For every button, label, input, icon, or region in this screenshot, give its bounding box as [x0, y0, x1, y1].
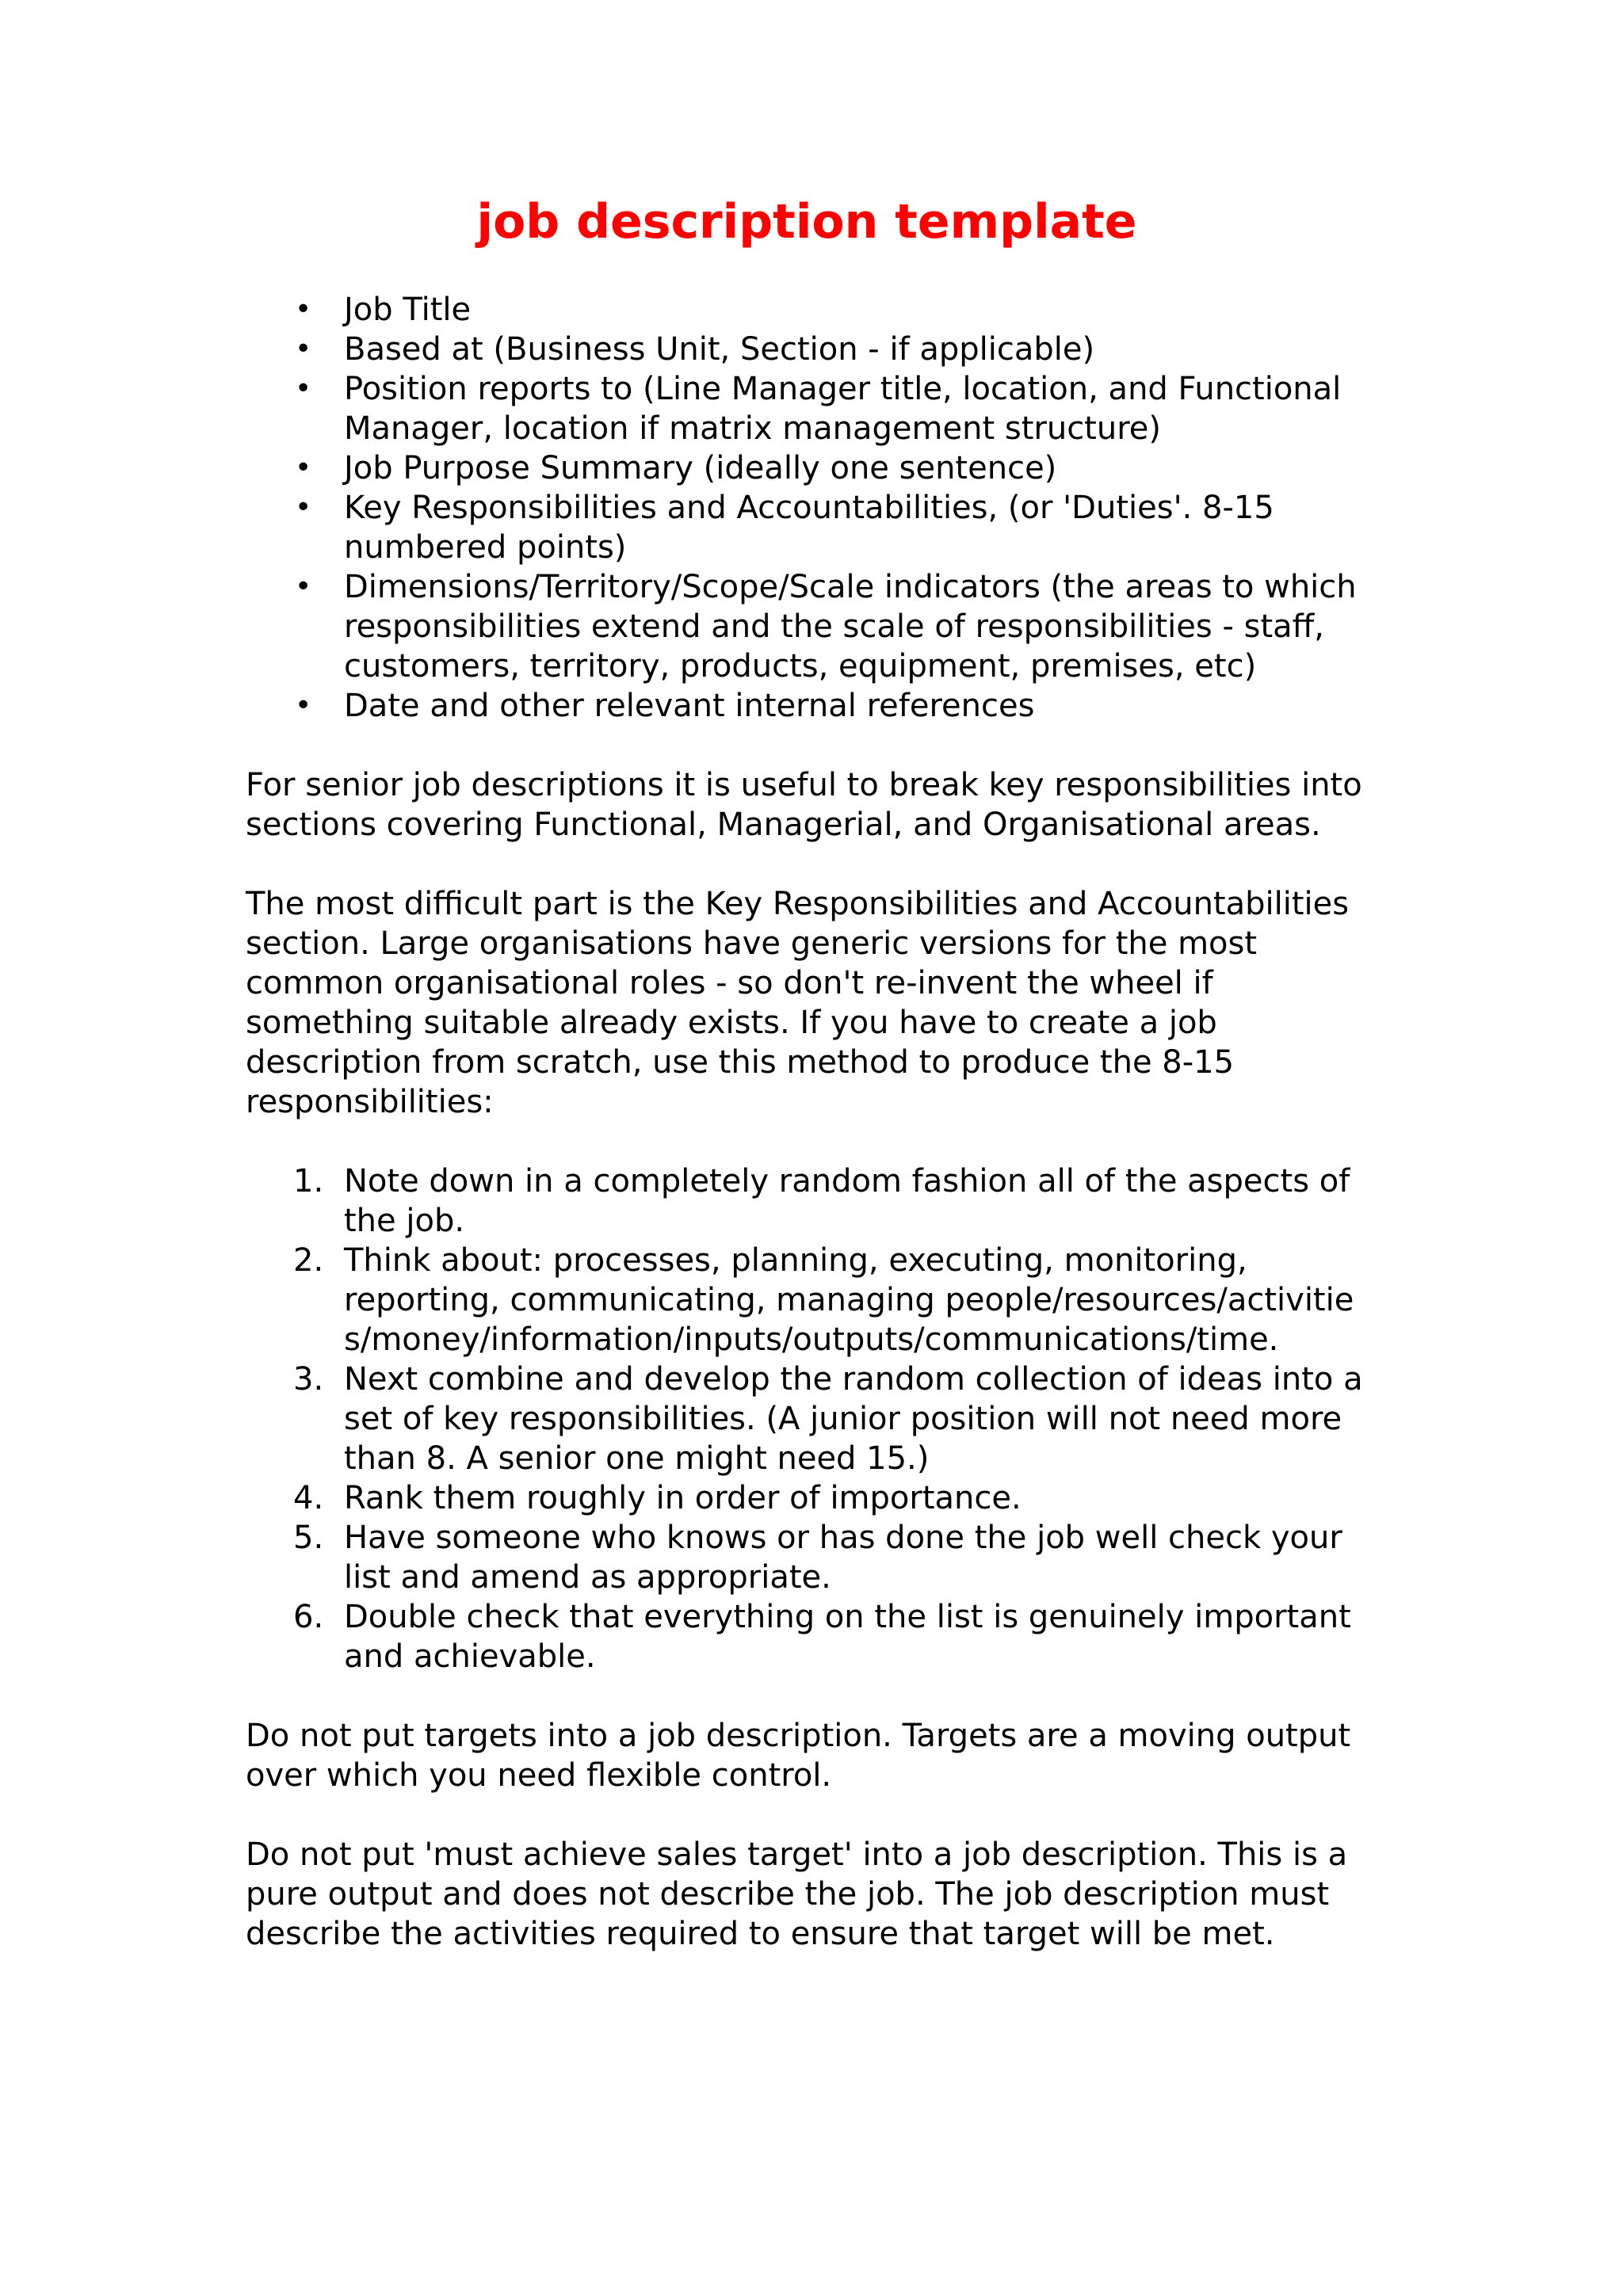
step-text: Next combine and develop the random collection of ideas into a set of key responsibilities. (A junior position will not need more than 8. A senior one might need 15.)	[344, 1361, 1363, 1477]
step-number: 3.	[293, 1361, 324, 1398]
bullet-icon: •	[295, 491, 312, 524]
document-page	[246, 190, 1379, 1954]
paragraph-key-responsibilities: The most difficult part is the Key Responsibilities and Accountabilities section. Large organisations have generic versions for the most common organisational roles - so don't re-invent the wheel if something suitable already exists. If you have to create a job description from scratch, use this method to produce the 8-15 responsibilities:	[246, 886, 1350, 1120]
list-item	[246, 1597, 1379, 1676]
list-item	[246, 1518, 1379, 1597]
bullet-icon: •	[295, 570, 312, 603]
list-item	[246, 369, 1379, 448]
list-item-text: Date and other relevant internal references	[344, 688, 1035, 724]
list-item	[246, 488, 1379, 567]
bullet-icon: •	[295, 689, 312, 722]
bullet-icon: •	[295, 452, 312, 484]
step-text: Rank them roughly in order of importance.	[344, 1480, 1022, 1516]
step-text: Note down in a completely random fashion all of the aspects of the job.	[344, 1163, 1350, 1239]
template-fields-list	[246, 290, 1379, 726]
paragraph-senior-descriptions: For senior job descriptions it is useful to break key responsibilities into sections covering Functional, Managerial, and Organisational areas.	[246, 767, 1362, 843]
step-text: Have someone who knows or has done the job well check your list and amend as appropriate.	[344, 1520, 1342, 1596]
step-text: Double check that everything on the list is genuinely important and achievable.	[344, 1599, 1351, 1675]
list-item-text: Position reports to (Line Manager title, location, and Functional Manager, location if matrix management structure)	[344, 371, 1342, 447]
list-item-text: Job Purpose Summary (ideally one sentence)	[344, 450, 1057, 486]
step-number: 2.	[293, 1242, 324, 1279]
step-number: 5.	[293, 1520, 324, 1556]
document-title: job description template	[476, 194, 1137, 250]
list-item	[246, 686, 1379, 726]
list-item	[246, 567, 1379, 686]
list-item	[246, 1478, 1379, 1518]
list-item	[246, 1360, 1379, 1478]
paragraph-sales-target: Do not put 'must achieve sales target' into a job description. This is a pure output and does not describe the job. The job description must describe the activities required to ensure that target will be met.	[246, 1836, 1348, 1952]
list-item	[246, 1241, 1379, 1360]
list-item	[246, 330, 1379, 369]
list-item-text: Job Title	[344, 292, 472, 328]
bullet-icon: •	[295, 372, 312, 405]
list-item-text: Key Responsibilities and Accountabilities, (or 'Duties'. 8-15 numbered points)	[344, 490, 1274, 566]
bullet-icon: •	[295, 293, 312, 326]
step-number: 1.	[293, 1163, 324, 1199]
list-item	[246, 1161, 1379, 1241]
list-item-text: Dimensions/Territory/Scope/Scale indicators (the areas to which responsibilities extend and the scale of responsibilities - staff, customers, territory, products, equipment, premises, etc)	[344, 569, 1357, 685]
list-item	[246, 290, 1379, 330]
step-text: Think about: processes, planning, executing, monitoring, reporting, communicating, managing	[344, 1242, 1247, 1318]
step-number: 6.	[293, 1599, 324, 1635]
bullet-icon: •	[295, 333, 312, 365]
list-item	[246, 448, 1379, 488]
paragraph-targets: Do not put targets into a job description. Targets are a moving output over which you need flexible control.	[246, 1718, 1351, 1794]
step-number: 4.	[293, 1480, 324, 1516]
method-steps-list	[246, 1161, 1379, 1676]
list-item-text: Based at (Business Unit, Section - if applicable)	[344, 331, 1095, 368]
step-text-continued: people/resources/activities/money/information/inputs/outputs/communications/time.	[344, 1282, 1354, 1358]
